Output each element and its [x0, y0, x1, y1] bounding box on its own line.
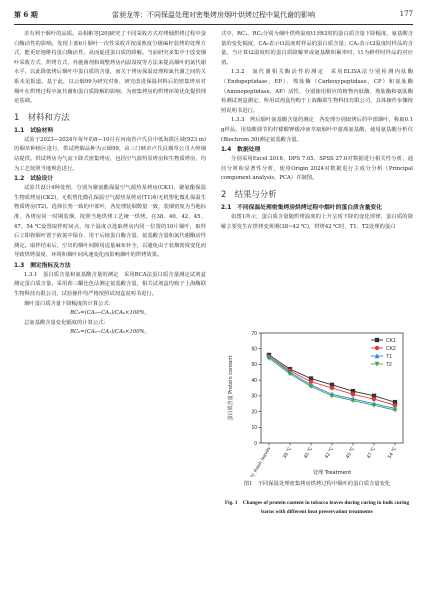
data-point — [372, 397, 376, 401]
y-tick-label: 0 — [254, 440, 257, 447]
data-point — [351, 392, 355, 396]
y-tick-label: 40 — [251, 377, 257, 384]
running-title: 雷昶龙等：不同保温处理对密集烤房烟叶烘烤过程中氮代谢的影响 — [112, 11, 315, 19]
y-tick-label: 60 — [251, 346, 257, 353]
paragraph: 试验于2023—2024年每年的8—10月在河南省卢氏县中低海拔区域(923 m)的烟草种植区进行，供试烤烟品种为云烟99，由三门峡市卢氏县烟草公司大岭烟站提供。供试烤房为气流下降式密集烤房，包括空气源热泵烤房和生物质烤房，均为工艺按照当地规范进行。 — [14, 136, 206, 172]
subsection-heading: 1.4 数据处理 — [221, 147, 261, 154]
x-tick-label: 38 ℃ — [282, 446, 294, 460]
data-point — [330, 386, 334, 390]
legend-label: CK1 — [386, 337, 396, 344]
data-point — [375, 338, 379, 342]
paragraph: 1.3.1 蛋白质含量和氨基酸含量的测定 采用BCA法蛋白质含量测定试剂盒测定蛋白质含量，采用茚三酮比色法测定氨基酸含量，相关试剂盒均购于上海酶联生物科技有限公司，试验操作均严格按照试剂盒说明书进行。 — [14, 271, 206, 298]
subsection-heading: 1.2 试验设计 — [14, 176, 54, 183]
protein-line-chart — [221, 327, 413, 477]
x-tick-label: 45 ℃ — [345, 446, 357, 460]
y-axis-label: 蛋白质含量 Protein content — [228, 355, 234, 421]
x-axis-label: 处理 Treatment — [312, 470, 352, 476]
intro-paragraph: 差有利于烟叶的品质。高相彬等[20]研究了不同采收方式对烤烟烘烤过程中蛋白酶活性的影响，发现上部6片烟叶一次性采收并按成熟度分级编杆装烤的处理方式，能更好地维持蛋白酶活性，从而促进蛋白质的降解。当前研究多集中于改变烟叶采收方式、烘烤方式、外施菌剂和调整烤房内温湿度等方法来提高烟叶的氮代谢水平，以此降低烤后烟叶中蛋白质的含量，而关于烤房保温处理和氮代谢之间的关系未见报道。基于此，以云烟99为研究对象，研究改进保温材料后的密集烤房对烟叶在烘烤过程中氮代谢和蛋白质降解的影响，为密集烤房的烘烤环境优化提供理论基础。 — [14, 31, 206, 105]
formula: RC₁=(CA₀−CA₁)/CA₀×100%。 — [70, 310, 150, 317]
y-tick-label: 50 — [251, 362, 257, 369]
legend-label: T2 — [386, 361, 392, 368]
x-tick-label: 鲜叶 Fresh leaves — [248, 446, 273, 477]
figure-caption-zh: 图1 不同保温处理密集烤房烘烤过程中烟叶的蛋白质含量变化 — [243, 481, 391, 487]
figure-1 — [221, 327, 413, 477]
paragraph: 试验共设计4种处理，分别为聚氨酯保温空气源热泵烤房(CK1)、聚氨酯保温生物质烤房(CK2)、无机塑化微孔保温空气源热泵烤房(T1)和无机塑化微孔保温生物质烤房(T2)。选择长势一致的中部叶，各处理装烟数量一致，装烟密度为当地标准，各烤房同一时期装烟，按照当地烘烤工艺统一烘烤。在38、40、42、45、47、54 ℃设置取样时间点，每个温度点选取烤房内同一位置的10片烟叶，取样后立即将烟叶置于液氮中保存，用于后续蛋白酶含量、氨基酸含量和氮代谢酶活性测定。取样结束后，空出的烟叶间隙用适量麻布补全，以避免由于装烟密度变化而导致烘烤湿度、环境和烟叶间风速变化而影响烟叶的烘烤效果。 — [14, 185, 206, 259]
paragraph: 分别采用Excel 2016、DPS 7.05、SPSS 27.0对数据进行相关性分析、通径分析和显著性分析，使用Origin 2024对数据进行主成分分析（Principal component analysis，PCA）并制图。 — [221, 156, 413, 182]
issue-number: 第 6 期 — [14, 10, 38, 19]
paragraph: 式中，RC₁、RC₂分别为烟叶烘烤温度t1到t2时的蛋白质含量下降幅度、氨基酸含量的变化幅度，CA₀表示t1温度时样品的蛋白质含量；CA₁表示t2温度时样品的含量。当计算t2温度时的蛋白质降解率或氨基酸积累率时，t1为鲜样时样品的对应值。 — [221, 31, 413, 66]
y-tick-label: 10 — [251, 425, 257, 432]
y-tick-label: 30 — [251, 393, 257, 400]
paragraph: 1.3.3 烤后烟叶氨基酸含量的测定 各处理分别取烤后的中部烟叶，称取0.1 g样品，用盐酸调节的柠檬酸钾缓冲液萃取烟叶中游离氨基酸，使用氨基酸分析仪(Biochrom 30)测定氨基酸含量。 — [221, 117, 413, 143]
x-tick-label: 47 ℃ — [366, 446, 378, 460]
page-number: 177 — [399, 10, 413, 18]
x-tick-label: 40 ℃ — [303, 446, 315, 460]
header-rule — [14, 24, 413, 25]
subsection-heading: 1.3 测定指标及方法 — [14, 262, 71, 269]
legend-label: CK2 — [386, 345, 396, 352]
paragraph: 1.3.2 氮代谢相关酶活性的测定 采用ELISA法分别检测内肽酶（Endopeptidase，EP）、羧肽酶（Carboxypeptidase，CP）和氨肽酶（Aminopeptidase，AP）活性，分别使用相应的植物内肽酶、羧肽酶和氨肽酶检测试剂盒测定，所用试剂盒均购于上海酶联生物科技有限公司，具体操作步骤按照说明书进行。 — [221, 69, 413, 114]
right-column — [221, 30, 413, 232]
section-heading-results: 2 结果与分析 — [221, 188, 277, 199]
y-tick-label: 70 — [251, 330, 257, 337]
legend-label: T1 — [386, 353, 392, 360]
section-heading-methods: 1 材料和方法 — [14, 111, 70, 122]
left-column — [14, 30, 206, 338]
formula-label: 总氨基酸含量变化幅度的计算公式： — [24, 319, 109, 326]
formula-label: 烟叶蛋白质含量下降幅度的计算公式： — [24, 300, 115, 307]
formula: RC₂=(CA₀−CA₁)/CA₀×100%。 — [70, 329, 150, 336]
data-point — [375, 346, 379, 350]
page-header — [14, 8, 413, 22]
x-tick-label: 54 ℃ — [387, 446, 399, 460]
figure-caption-en: Fig. 1 Changes of protein content in tobacco leaves during curing in bulk curing barns with different heat preservation treatments — [224, 500, 410, 515]
subsection-heading: 1.1 试验材料 — [14, 127, 54, 134]
subsection-heading: 2.1 不同保温处理密集烤房烘烤过程中烟叶的蛋白质含量变化 — [221, 204, 382, 211]
x-tick-label: 42 ℃ — [324, 446, 336, 460]
y-tick-label: 20 — [251, 409, 257, 416]
paragraph: 如图1所示，蛋白质含量随烘烤温度的上升呈现下降的变化规律，蛋白质的降解主要发生在烘烤变黄期(38~42 ℃)，烘烤42 ℃时，T1、T2处理的蛋白 — [221, 213, 413, 230]
